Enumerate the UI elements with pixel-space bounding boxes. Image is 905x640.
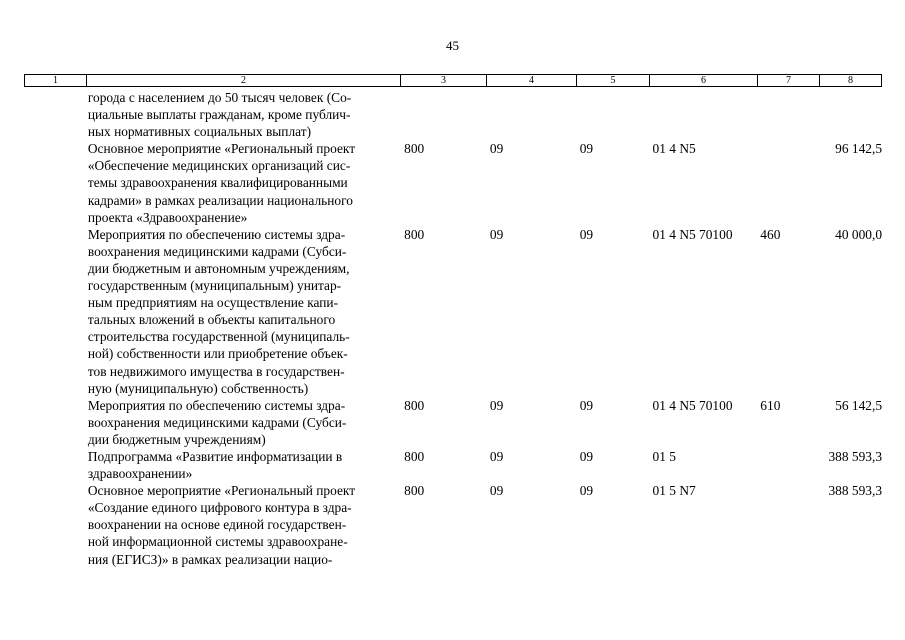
row-number-cell xyxy=(24,448,86,482)
subsection-code: 09 xyxy=(579,483,594,499)
description-line: «Создание единого цифрового контура в здра- xyxy=(87,500,352,516)
description-line: «Обеспечение медицинских организаций сис- xyxy=(87,158,351,174)
section-code xyxy=(490,89,580,140)
description-line: тов недвижимого имущества в государствен- xyxy=(87,363,345,379)
description-line: проекта «Здравоохранение» xyxy=(87,209,248,225)
subsection-code xyxy=(580,89,653,140)
description-line: воохранения медицинскими кадрами (Субси- xyxy=(87,243,347,259)
row-description xyxy=(86,482,401,567)
description-line: Мероприятия по обеспечению системы здра- xyxy=(87,226,346,242)
amount-value: 388 593,3 xyxy=(828,483,883,499)
target-article-code xyxy=(653,89,761,140)
expense-type-code xyxy=(760,89,822,140)
row-description xyxy=(86,397,401,448)
row-description xyxy=(86,89,401,140)
description-line: циальные выплаты гражданам, кроме публич- xyxy=(87,107,351,123)
row-description xyxy=(86,448,401,482)
description-line: тальных вложений в объекты капитального xyxy=(87,312,336,328)
row-number-cell xyxy=(24,89,86,140)
target-article-code: 01 4 N5 70100 xyxy=(652,397,733,413)
ministry-code: 800 xyxy=(404,397,425,413)
target-article-code: 01 4 N5 70100 xyxy=(652,226,733,242)
target-article-code: 01 5 xyxy=(652,448,676,464)
budget-table-body xyxy=(24,89,882,568)
description-line: воохранения медицинскими кадрами (Субси- xyxy=(87,414,347,430)
description-line: ной информационной системы здравоохране- xyxy=(87,534,348,550)
header-col-8: 8 xyxy=(820,75,882,87)
ministry-code: 800 xyxy=(404,141,425,157)
ministry-code: 800 xyxy=(404,226,425,242)
description-line: дии бюджетным и автономным учреждениям, xyxy=(87,260,350,276)
description-line: кадрами» в рамках реализации национального xyxy=(87,192,353,208)
amount-value xyxy=(822,89,882,140)
description-line: дии бюджетным учреждениям) xyxy=(87,431,266,447)
description-line: города с населением до 50 тысяч человек (Со- xyxy=(87,90,352,105)
expense-type-code xyxy=(760,482,822,567)
description-line: воохранении на основе единой государствен- xyxy=(87,517,347,533)
row-description xyxy=(86,140,401,225)
column-number-header xyxy=(24,74,882,87)
row-description xyxy=(86,226,401,397)
header-col-2: 2 xyxy=(87,75,401,87)
table-row xyxy=(24,140,882,225)
description-line: строительства государственной (муниципаль- xyxy=(87,329,350,345)
description-line: Мероприятия по обеспечению системы здра- xyxy=(87,397,346,413)
ministry-code: 800 xyxy=(404,483,425,499)
header-col-5: 5 xyxy=(577,75,650,87)
description-line: Подпрограмма «Развитие информатизации в xyxy=(87,448,343,464)
row-number-cell xyxy=(24,397,86,448)
header-col-3: 3 xyxy=(401,75,487,87)
header-col-4: 4 xyxy=(487,75,577,87)
page-number: 45 xyxy=(446,38,459,53)
description-line: здравоохранении» xyxy=(87,466,193,482)
header-col-6: 6 xyxy=(650,75,758,87)
description-line: ную (муниципальную) собственность) xyxy=(87,380,309,396)
subsection-code: 09 xyxy=(579,397,594,413)
table-row xyxy=(24,448,882,482)
expense-type-code xyxy=(760,448,822,482)
description-line: ным предприятиям на осуществление капи- xyxy=(87,295,339,311)
description-line: Основное мероприятие «Региональный проект xyxy=(87,483,356,499)
table-row xyxy=(24,482,882,567)
description-line: ния (ЕГИСЗ)» в рамках реализации нацио- xyxy=(87,551,333,567)
section-code: 09 xyxy=(489,397,504,413)
target-article-code: 01 4 N5 xyxy=(652,141,696,157)
section-code: 09 xyxy=(489,226,504,242)
header-col-7: 7 xyxy=(758,75,820,87)
description-line: ных нормативных социальных выплат) xyxy=(87,124,312,140)
amount-value: 388 593,3 xyxy=(828,448,883,464)
amount-value: 96 142,5 xyxy=(835,141,883,157)
expense-type-code: 610 xyxy=(760,397,781,413)
row-number-cell xyxy=(24,482,86,567)
amount-value: 56 142,5 xyxy=(835,397,883,413)
ministry-code: 800 xyxy=(404,448,425,464)
row-number-cell xyxy=(24,140,86,225)
header-col-1: 1 xyxy=(25,75,87,87)
table-row xyxy=(24,89,882,140)
section-code: 09 xyxy=(489,448,504,464)
expense-type-code xyxy=(760,140,822,225)
description-line: Основное мероприятие «Региональный проект xyxy=(87,141,356,157)
section-code: 09 xyxy=(489,141,504,157)
description-line: ной) собственности или приобретение объек- xyxy=(87,346,348,362)
subsection-code: 09 xyxy=(579,448,594,464)
subsection-code: 09 xyxy=(579,226,594,242)
table-row xyxy=(24,397,882,448)
table-row xyxy=(24,226,882,397)
subsection-code: 09 xyxy=(579,141,594,157)
expense-type-code: 460 xyxy=(760,226,781,242)
target-article-code: 01 5 N7 xyxy=(652,483,696,499)
section-code: 09 xyxy=(489,483,504,499)
description-line: темы здравоохранения квалифицированными xyxy=(87,175,348,191)
ministry-code xyxy=(401,89,490,140)
amount-value: 40 000,0 xyxy=(835,226,883,242)
description-line: государственным (муниципальным) унитар- xyxy=(87,278,342,294)
row-number-cell xyxy=(24,226,86,397)
